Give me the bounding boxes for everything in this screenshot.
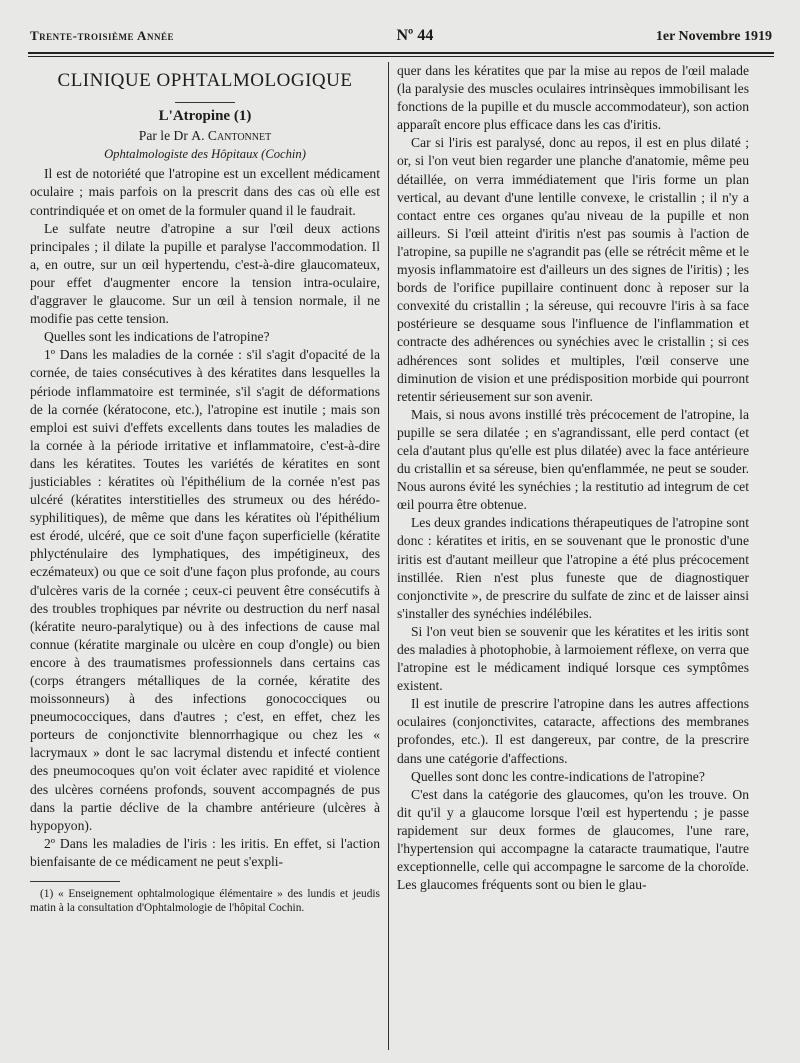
article-title: L'Atropine (1)	[158, 108, 252, 125]
paragraph: Car si l'iris est paralysé, donc au repos, il est en plus dilaté ; or, si l'on veut bien regarder une planche d'anatomie, même peu détaillée, on verra immédiatement que l'iris forme un plan vertical, au devant d'une lentille convexe, le cristallin ; il n'y a contact entre ces organes qu'au niveau de la pupille et non ailleurs. Si l'œil atteint d'iritis n'est pas soumis à l'action de l'atropine, sa pupille ne s'agrandit pas (elle se rétrécit même et le myosis inflammatoire est d'ailleurs un des signes de l'iritis) ; les bords de l'orifice pupillaire continuent donc à reposer sur la convexité du cristallin ; la séreuse, qui recouvre l'iris à sa face postérieure se desquame sous l'influence de l'inflammation et contracte des adhérences ou synéchies avec le cristallin ; si ces adhérences sont solides et multiples, l'œil conserve une diminution de vision et une prédisposition morbide qui pourront retentir sérieusement sur son avenir.	[397, 135, 749, 404]
page-header	[30, 27, 772, 49]
paragraph: Si l'on veut bien se souvenir que les kératites et les iritis sont des maladies à photophobie, à larmoiement réflexe, on verra que l'atropine est le médicament indiqué lorsque ces symptômes existent.	[397, 623, 749, 694]
author-affiliation: Ophtalmologiste des Hôpitaux (Cochin)	[104, 147, 306, 162]
author-name: A. Cantonnet	[191, 128, 272, 144]
header-issue-number: Nº 44	[396, 27, 434, 44]
section-title: CLINIQUE OPHTALMOLOGIQUE	[57, 70, 353, 91]
paragraph: Quelles sont les indications de l'atropine?	[44, 329, 270, 345]
paragraph: quer dans les kératites que par la mise au repos de l'œil malade (la paralysie des muscles oculaires intrinsèques immobilisant les fonctions de la pupille et du muscle accommodateur), son action apparaît encore plus efficace dans les cas d'iritis.	[397, 63, 749, 133]
footnote: (1) « Enseignement ophtalmologique élémentaire » des lundis et jeudis matin à la consultation d'Ophtalmologie de l'hôpital Cochin.	[30, 888, 380, 915]
paragraph: Il est inutile de prescrire l'atropine dans les autres affections oculaires (conjonctivites, cataracte, affections des membranes profondes, etc.). Il est dangereux, par contre, de la prescrire dans une catégorie d'affections.	[397, 696, 749, 766]
header-date: 1er Novembre 1919	[655, 29, 772, 44]
paragraph: 2º Dans les maladies de l'iris : les iritis. En effet, si l'action bienfaisante de ce médicament ne peut s'expli-	[30, 835, 380, 869]
header-volume: Trente-troisième Année	[30, 28, 174, 43]
right-column	[397, 62, 749, 894]
paragraph: Il est de notoriété que l'atropine est un excellent médicament oculaire ; mais parfois on la prescrit dans des cas où elle est contrindiquée et on omet de la formuler quand il le faudrait.	[30, 166, 380, 218]
paragraph: Mais, si nous avons instillé très précocement de l'atropine, la pupille se sera dilatée ; en s'agrandissant, elle perd contact (et cela d'autant plus qu'elle est plus dilatée) avec la face antérieure du cristallin et sa séreuse, bien qu'enflammée, ne peut se souder. Nous aurons évité les synéchies ; la restitutio ad integrum de cet œil pourra être obtenue.	[397, 406, 749, 513]
paragraph: Quelles sont donc les contre-indications de l'atropine?	[411, 768, 705, 784]
title-divider	[175, 102, 235, 103]
header-rule	[28, 52, 774, 57]
left-column	[30, 66, 380, 915]
paragraph: Les deux grandes indications thérapeutiques de l'atropine sont donc : kératites et iritis, en se souvenant que le pronostic d'une iritis est d'autant meilleur que l'atropine a été plus précocement instillée. Rien n'est plus funeste que de diagnostiquer conjonctivite », de prescrire du sulfate de zinc et de laisser ainsi s'installer des synéchies indélébiles.	[397, 515, 749, 621]
byline	[30, 127, 380, 145]
footnote-rule	[30, 881, 120, 882]
byline-prefix: Par le Dr	[138, 128, 188, 144]
paragraph: Le sulfate neutre d'atropine a sur l'œil deux actions principales ; il dilate la pupille et paralyse l'accommodation. Il a, en outre, sur un œil hypertendu, c'est-à-dire glaucomateux, pour effet d'augmenter encore la tension intra-oculaire, d'aggraver le glaucome. Sur un œil à tension normale, il ne modifie pas cette tension.	[30, 220, 380, 327]
column-divider	[388, 62, 389, 1050]
paragraph: C'est dans la catégorie des glaucomes, qu'on les trouve. On dit qu'il y a glaucome lorsque l'œil est hypertendu ; je passe rapidement sur deux formes de glaucomes, l'une rare, l'hypertension qui accompagne la cataracte traumatique, l'autre exceptionnelle, celle qui accompagne le sarcome de la choroïde. Les glaucomes fréquents sont ou bien le glau-	[397, 786, 749, 893]
paragraph: 1º Dans les maladies de la cornée : s'il s'agit d'opacité de la cornée, de taies consécutives à des kératites dans lesquelles la période inflammatoire est terminée, s'il s'agit de déformations de la cornée (kératocone, etc.), l'atropine est inutile ; mais son emploi est suivi d'effets excellents dans toutes les maladies de la cornée à la période irritative et inflammatoire, c'est-à-dire dans les kératites. Toutes les variétés de kératites en sont justiciables : kératites où l'épithélium de la cornée n'est pas ulcéré (kératites interstitielles des strumeux ou des hérédo-syphilitiques), de même que dans les kératites où l'épithélium est érodé, ulcéré, que ce soit d'une façon superficielle (kératite phlycténulaire des lymphatiques, des impétigineux, des eczémateux) ou que ce soit d'une façon plus profonde, au cours d'ulcères varis de la cornée ; ceux-ci peuvent être consécutifs à des troubles trophiques par névrite ou destruction du nerf nasal (kératite neuro-paralytique) ou à des infections de cause mal connue (kératite marginale ou ulcère en coup d'ongle) ou bien encore à des traumatismes professionnels dans certains cas (corps étrangers métalliques de la cornée, kératite des moissonneurs) à des infections gonococciques ou pneumococciques, dans d'autres ; c'est, en effet, chez les porteurs de conjonctivite blennorrhagique ou chez les « lacrymaux » dont le sac lacrymal distendu et infecté contient des pneumocoques qu'on voit éclater avec rapidité et violence des ulcères cornéens profonds, souvent accompagnés de pus dans la partie déclive de la chambre antérieure (ulcères à hypopyon).	[30, 347, 380, 833]
